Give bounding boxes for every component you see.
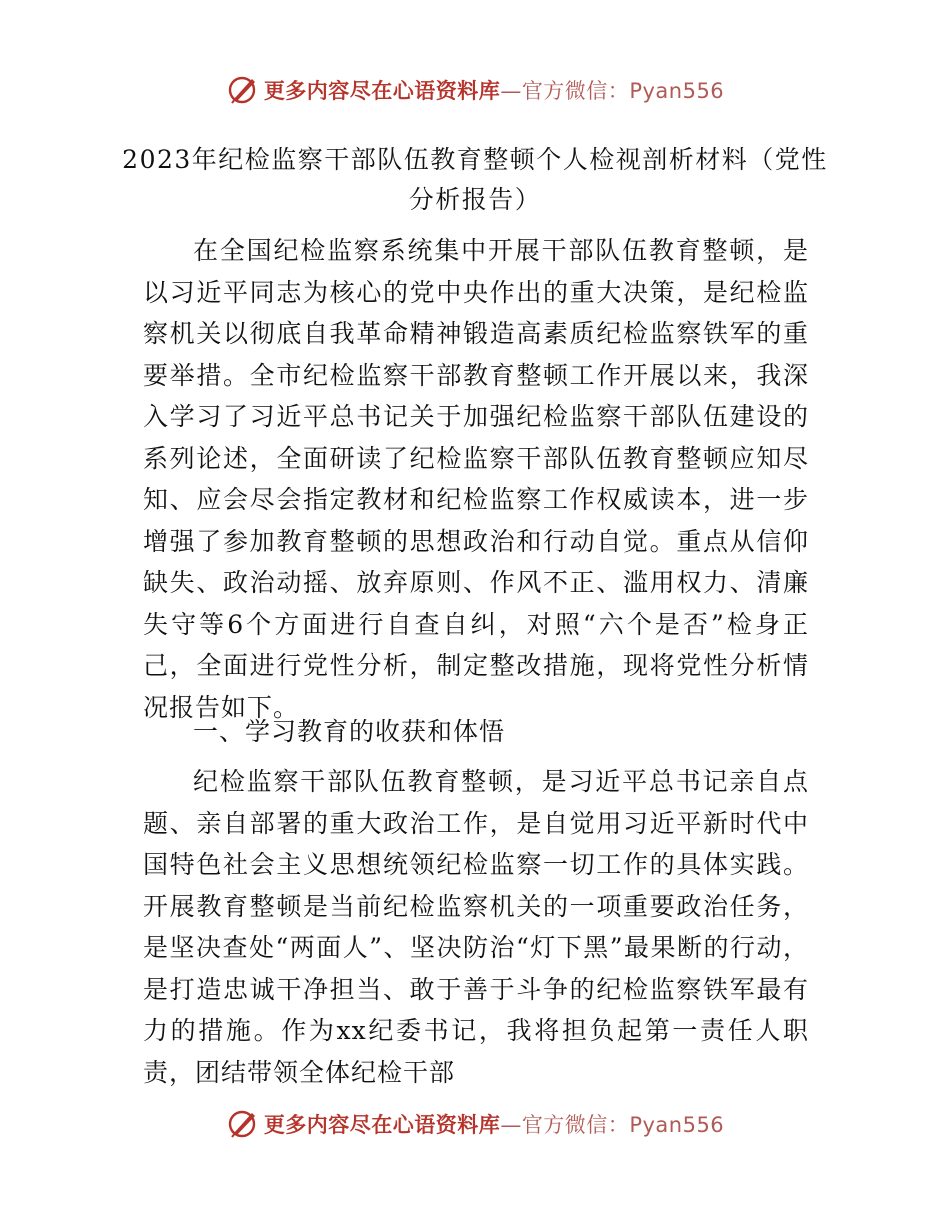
watermark-wechat-id: Pyan556 [629, 79, 725, 103]
footer-watermark [0, 1102, 950, 1146]
watermark-wechat-label: 官方微信： [521, 79, 630, 103]
header-watermark [0, 68, 950, 112]
watermark-wechat-id: Pyan556 [629, 1113, 725, 1137]
watermark-text [264, 75, 724, 105]
section-heading: 一、学习教育的收获和体悟 [193, 717, 506, 746]
section-paragraph: 纪检监察干部队伍教育整顿，是习近平总书记亲自点题、亲自部署的重大政治工作，是自觉用习近平新时代中国特色社会主义思想统领纪检监察一切工作的具体实践。开展教育整顿是当前纪检监察机关的一项重要政治任务，是坚决查处“两面人”、坚决防治“灯下黑”最果断的行动，是打造忠诚干净担当、敢于善于斗争的纪检监察铁军最有力的措施。作为xx纪委书记，我将担负起第一责任人职责，团结带领全体纪检干部 [143, 767, 809, 1087]
quill-logo-icon [226, 1107, 260, 1141]
watermark-separator: — [500, 79, 522, 103]
watermark-brand: 更多内容尽在心语资料库 [263, 79, 501, 103]
watermark-text [264, 1109, 724, 1139]
quill-logo-icon [226, 73, 260, 107]
watermark-separator: — [500, 1113, 522, 1137]
watermark-brand: 更多内容尽在心语资料库 [263, 1113, 501, 1137]
document-title: 2023年纪检监察干部队伍教育整顿个人检视剖析材料（党性分析报告） [122, 145, 828, 214]
watermark-wechat-label: 官方微信： [521, 1113, 630, 1137]
intro-paragraph: 在全国纪检监察系统集中开展干部队伍教育整顿，是以习近平同志为核心的党中央作出的重大决策，是纪检监察机关以彻底自我革命精神锻造高素质纪检监察铁军的重要举措。全市纪检监察干部教育整顿工作开展以来，我深入学习了习近平总书记关于加强纪检监察干部队伍建设的系列论述，全面研读了纪检监察干部队伍教育整顿应知尽知、应会尽会指定教材和纪检监察工作权威读本，进一步增强了参加教育整顿的思想政治和行动自觉。重点从信仰缺失、政治动摇、放弃原则、作风不正、滥用权力、清廉失守等6个方面进行自查自纠，对照“六个是否”检身正己，全面进行党性分析，制定整改措施，现将党性分析情况报告如下。 [143, 236, 809, 722]
